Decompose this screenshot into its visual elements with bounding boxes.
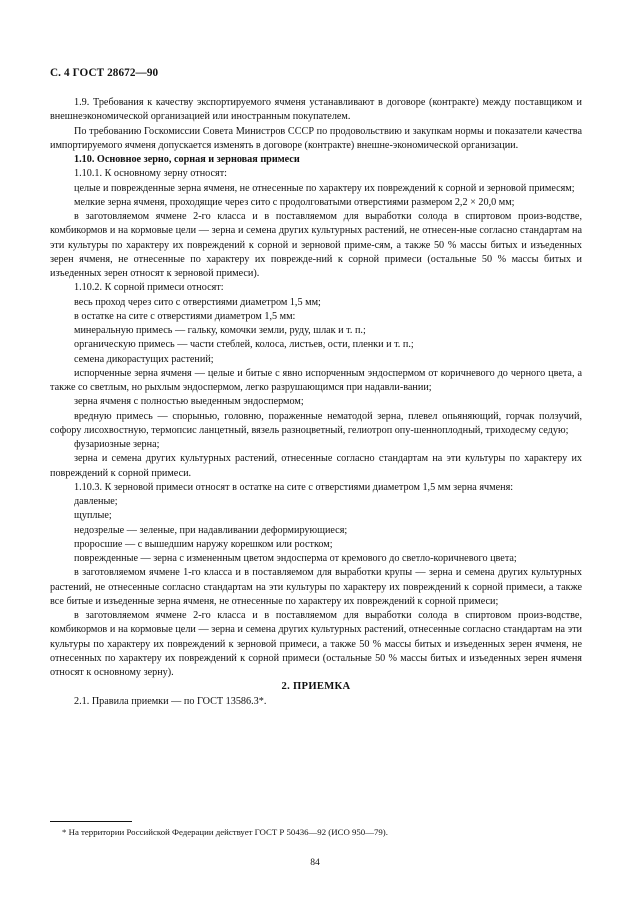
paragraph: мелкие зерна ячменя, проходящие через сито с продолговатыми отверстиями размером 2,2 × 20,0 мм; <box>74 196 515 208</box>
paragraph: поврежденные — зерна с измененным цветом эндосперма от кремового до светло-коричневого цвета; <box>74 553 517 564</box>
paragraph: минеральную примесь — гальку, комочки земли, руду, шлак и т. п.; <box>74 325 366 336</box>
document-body <box>50 96 582 709</box>
page-header: С. 4 ГОСТ 28672—90 <box>50 67 159 79</box>
paragraph: весь проход через сито с отверстиями диаметром 1,5 мм; <box>74 296 321 308</box>
paragraph: давленые; <box>74 496 118 507</box>
paragraph: зерна ячменя с полностью выеденным эндоспермом; <box>74 396 304 408</box>
paragraph: 1.9. Требования к качеству экспортируемого ячменя устанавливают в договоре (контракте) между поставщиком и внешнеэкономической организацией или иностранным покупателем. <box>50 97 582 123</box>
paragraph: 1.10.3. К зерновой примеси относят в остатке на сите с отверстиями диаметром 1,5 мм зерна ячменя: <box>74 481 514 493</box>
paragraph: щуплые; <box>74 510 112 522</box>
paragraph: 1.10.2. К сорной примеси относят: <box>74 282 224 294</box>
paragraph: в заготовляемом ячмене 2-го класса и в поставляемом для выработки солода в спиртовом произ-водстве, комбикормов и на кормовые цели — зерна и семена других культурных растений, не отнесен-ные согласно стандартам на эти культуры по характеру их повреждений к сорной и зерновой приме-сям, а также 50 % массы битых и изъеденных зерен ячменя, не отнесенные по характеру их поврежде-ний к сорной примеси (остальные 50 % массы битых и изъеденных зерен относят к зерновой примеси). <box>50 211 582 279</box>
footnote-rule <box>50 821 132 822</box>
subsection-title: 1.10. Основное зерно, сорная и зерновая примеси <box>74 154 300 165</box>
paragraph: 2.1. Правила приемки — по ГОСТ 13586.3*. <box>74 695 267 707</box>
paragraph: в остатке на сите с отверстиями диаметром 1,5 мм: <box>74 310 296 322</box>
paragraph: По требованию Госкомиссии Совета Министров СССР по продовольствию и закупкам нормы и показатели качества импортируемого ячменя допускается изменять в договоре (контракте) внешне-экономической организации. <box>50 125 582 151</box>
footnote: * На территории Российской Федерации действует ГОСТ Р 50436—92 (ИСО 950—79). <box>62 827 388 837</box>
paragraph: в заготовляемом ячмене 1-го класса и в поставляемом для выработки крупы — зерна и семена других культурных растений, не отнесенные согласно стандартам на эти культуры по характеру их повреждений к сорной примеси, а также все битые и изъеденные зерна ячменя, не отнесенные по характеру их повреждений к сорной примеси; <box>50 567 582 607</box>
paragraph: проросшие — с вышедшим наружу корешком или ростком; <box>74 538 333 550</box>
paragraph: в заготовляемом ячмене 2-го класса и в поставляемом для выработки солода в спиртовом произ-водстве, комбикормов и на кормовые цели — зерна и семена других культурных растений, отнесенные согласно стандартам на эти культуры по характеру их повреждений к зерновой примеси, а также 50 % массы битых и изъеденных зерен ячменя, не отнесенных по характеру их повреждений к сорной примеси (остальные 50 % массы битых и изъеденных зерен ячменя относят к основному зерну). <box>50 610 582 678</box>
page-number: 84 <box>310 857 320 868</box>
paragraph: недозрелые — зеленые, при надавливании деформирующиеся; <box>74 524 348 536</box>
paragraph: 1.10.1. К основному зерну относят: <box>74 168 228 180</box>
paragraph: фузариозные зерна; <box>74 439 160 450</box>
paragraph: вредную примесь — спорынью, головню, пораженные нематодой зерна, плевел опьяняющий, горчак ползучий, софору лисохвостную, термопсис ланцетный, вязель разноцветный, гелиотроп опу-шенноплодный, триходесму седую; <box>50 410 582 436</box>
paragraph: семена дикорастущих растений; <box>74 353 214 365</box>
paragraph: целые и поврежденные зерна ячменя, не отнесенные по характеру их повреждений к сорной и зерновой примесям; <box>74 182 575 194</box>
paragraph: органическую примесь — части стеблей, колоса, листьев, ости, пленки и т. п.; <box>74 339 414 351</box>
section-title: 2. ПРИЕМКА <box>281 681 351 693</box>
paragraph: зерна и семена других культурных растений, отнесенные согласно стандартам на эти культуры по характеру их повреждений к сорной примеси. <box>50 453 582 479</box>
paragraph: испорченные зерна ячменя — целые и битые с явно испорченным эндоспермом от коричневого до черного цвета, а также со светлым, но рыхлым эндоспермом, легко разрушающимся при надавли-вании; <box>50 367 582 393</box>
